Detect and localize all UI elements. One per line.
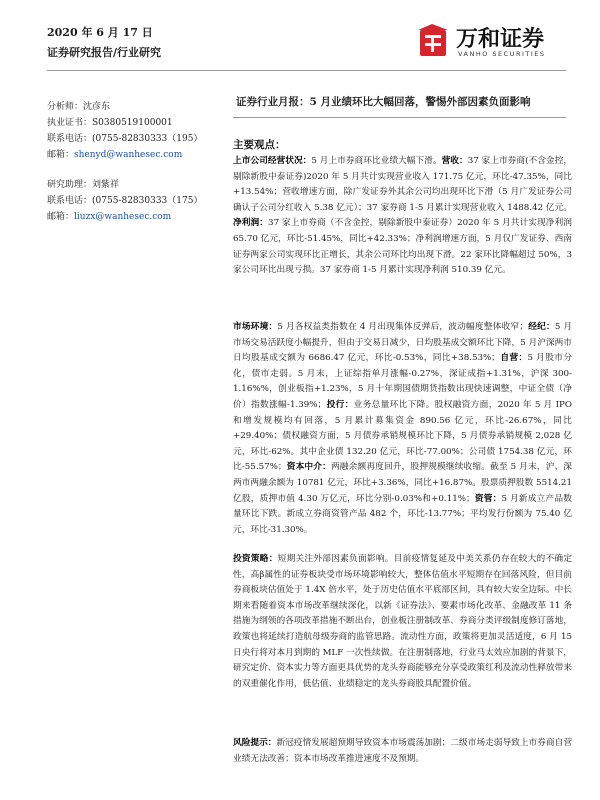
vanho-logo-icon bbox=[416, 24, 450, 58]
paragraph-market-environment: 市场环境：5 月各权益类指数在 4 月出现集体反弹后，波动幅度整体收窄；经纪：5 月市场交易活跃度小幅提升，但由于交易日减少，日均股基成交额环比下降，5 月沪深两市日均股基成交额为 6686.47 亿元，环比-0.53%，同比+38.53%；自营：5 月股市分化，债市走弱。5 月末，上证综指单月涨幅-0.27%，深证成指+1.31%，沪深 300-1.16%%，创业板指+1.23%，5 月十年期国债期货指数出现快速调整，中证全债（净价）指数涨幅-1.39%；投行：业务总量环比下降。股权融资方面，2020 年 5 月 IPO 和增发规模均有回落，5 月累计募集资金 890.56 亿元，环比-26.67%，同比+29.40%；债权融资方面，5 月债券承销规模环比下降，5 月债券承销规模 2,028 亿元，环比-62%。其中企业债 132.20 亿元，环比-77.00%；公司债 1754.38 亿元，环比-55.57%；资本中介：两融余额再度回升，股押规模继续收缩。截至 5 月末，沪、深两市两融余额为 10781 亿元，环比+3.36%，同比+16.87%。股票质押股数 5514.21 亿股，质押市值 4.30 万亿元，环比分别-0.03%和+0.11%；资管：5 月新成立产品数量环比下跌。新成立券商资管产品 482 个，环比-13.77%；平均发行份额为 75.40 亿元，环比-31.30%。 bbox=[233, 322, 573, 535]
paragraph-risk-warning: 风险提示：新冠疫情发展超预期导致资本市场震荡加剧；二级市场走弱导致上市券商自营业绩无法改善；资本市场改革推进速度不及预期。 bbox=[233, 738, 573, 764]
assistant-phone-row: 联系电话：(0755-82830333（175） bbox=[47, 196, 203, 206]
logo-name-en: VANHO SECURITIES bbox=[458, 50, 546, 58]
analyst-email-link[interactable]: shenyd@wanhesec.com bbox=[74, 150, 183, 160]
paragraph-company-operations: 上市公司经营状况：5 月上市券商环比业绩大幅下滑。营收：37 家上市券商(不含金控，剔除新股中泰证券)2020 年 5 月共计实现营业收入 171.75 亿元，环比-47.35%，同比+13.54%；营收增速方面，除广发证券外其余公司均出现环比下滑（5 月广发证券公司确认子公司分红收入 5.38 亿元）；37 家券商 1-5 月累计实现营业收入 1488.42 亿元。净利润：37 家上市券商（不含金控，剔除新股中泰证券）2020 年 5 月共计实现净利润 65.70 亿元，环比-51.45%，同比+42.33%；净利润增速方面，5 月仅广发证券、西南证券两家公司实现环比正增长，其余公司环比均出现下滑。22 家环比降幅超过 50%，3 家公司环比出现亏损。37 家券商 1-5 月累计实现净利润 510.39 亿元。 bbox=[233, 156, 573, 276]
logo-name-cn: 万和证券 bbox=[456, 27, 545, 52]
company-logo bbox=[416, 22, 566, 66]
analyst-name-row: 分析师：沈彦东 bbox=[47, 102, 111, 112]
analyst-license-row: 执业证书：S0380519100001 bbox=[47, 118, 173, 128]
analyst-email-row: 邮箱：shenyd@wanhesec.com bbox=[47, 150, 183, 160]
report-type: 证券研究报告/行业研究 bbox=[47, 46, 162, 59]
report-date: 2020 年 6 月 17 日 bbox=[47, 26, 153, 39]
header-divider bbox=[47, 70, 566, 71]
assistant-info bbox=[47, 177, 202, 225]
report-title: 证券行业月报：5 月业绩环比大幅回落，警惕外部因素负面影响 bbox=[236, 96, 531, 108]
assistant-email-row: 邮箱：liuzx@wanhesec.com bbox=[47, 212, 172, 222]
analyst-phone-row: 联系电话：(0755-82830333（195） bbox=[47, 134, 203, 144]
assistant-name-row: 研究助理：刘紫祥 bbox=[47, 180, 120, 190]
title-divider bbox=[233, 117, 566, 118]
analyst-info bbox=[47, 99, 202, 163]
key-points-heading: 主要观点： bbox=[233, 139, 286, 151]
paragraph-investment-strategy: 投资策略：短期关注外部因素负面影响。目前疫情复延及中美关系仍存在较大的不确定性，高β属性的证券板块受市场环境影响较大，整体估值水平短期存在回落风险，但目前券商板块估值处于 1.4X 倍水平，处于历史估值水平底部区间，具有较大安全边际。中长期来看随着资本市场改革继续深化，以新《证券法》、要素市场化改革、金融改革 11 条措施为纲领的各项改革措施不断出台，创业板注册制改革、券商分类评级制度修订落地，政策也将延续打造航母级券商的监管思路。流动性方面，政策将更加灵活适度，6 月 15 日央行将对本月到期的 MLF 一次性续做。在注册制落地，行业马太效应加剧的背景下，研究定价、资本实力等方面更具优势的龙头券商能够充分享受政策红利及流动性释放带来的双重催化作用，低估值、业绩稳定的龙头券商股具配置价值。 bbox=[233, 554, 573, 689]
assistant-email-link[interactable]: liuzx@wanhesec.com bbox=[74, 212, 172, 222]
